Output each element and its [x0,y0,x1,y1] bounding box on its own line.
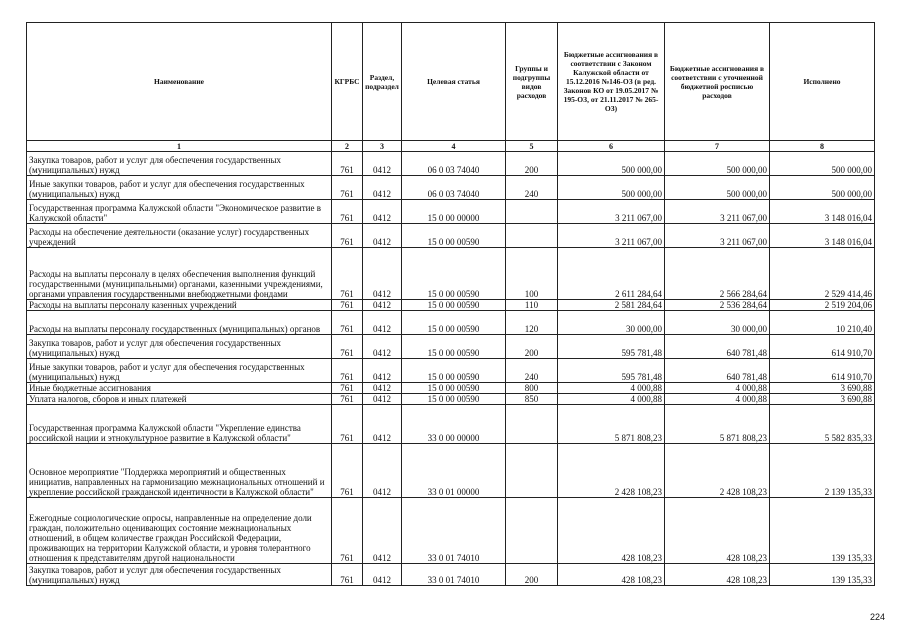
row-revised-allocation: 3 211 067,00 [665,224,770,248]
row-name: Ежегодные социологические опросы, направленные на определение доли граждан, положительно оценивающих состояние межнациональных отношений, в общем количестве граждан Российской Федерации, проживающих на территории Калужской области, и уровня толерантного отношения к представителям другой национальности [27,498,332,564]
row-section: 0412 [363,152,402,176]
row-law-allocation: 2 581 284,64 [558,300,665,311]
row-revised-allocation: 640 781,48 [665,335,770,359]
row-name: Закупка товаров, работ и услуг для обеспечения государственных (муниципальных) нужд [27,564,332,586]
row-group: 200 [506,335,558,359]
table-row [27,248,875,300]
header-target: Целевая статья [402,23,506,141]
row-executed: 3 690,88 [770,383,875,394]
row-revised-allocation: 30 000,00 [665,311,770,335]
row-target: 15 0 00 00590 [402,359,506,383]
row-section: 0412 [363,444,402,498]
row-law-allocation: 3 211 067,00 [558,224,665,248]
row-target: 33 0 01 74010 [402,498,506,564]
row-group: 200 [506,564,558,586]
row-kgrbs: 761 [332,498,363,564]
budget-table [26,22,875,586]
row-kgrbs: 761 [332,394,363,405]
row-revised-allocation: 2 536 284,64 [665,300,770,311]
row-revised-allocation: 428 108,23 [665,498,770,564]
row-name: Иные бюджетные ассигнования [27,383,332,394]
row-law-allocation: 595 781,48 [558,335,665,359]
row-executed: 500 000,00 [770,152,875,176]
row-executed: 3 690,88 [770,394,875,405]
row-law-allocation: 4 000,88 [558,383,665,394]
row-group: 240 [506,359,558,383]
row-revised-allocation: 4 000,88 [665,394,770,405]
row-name: Основное мероприятие "Поддержка мероприятий и общественных инициатив, направленных на гармонизацию межнациональных отношений и укрепление российской гражданской идентичности в Калужской области" [27,444,332,498]
row-law-allocation: 4 000,88 [558,394,665,405]
row-law-allocation: 500 000,00 [558,176,665,200]
row-section: 0412 [363,383,402,394]
table-row [27,176,875,200]
row-group: 110 [506,300,558,311]
row-executed: 139 135,33 [770,498,875,564]
row-revised-allocation: 640 781,48 [665,359,770,383]
header-section: Раздел, подраздел [363,23,402,141]
row-executed: 2 519 204,06 [770,300,875,311]
column-number: 5 [506,141,558,152]
row-revised-allocation: 5 871 808,23 [665,405,770,444]
row-name: Расходы на обеспечение деятельности (оказание услуг) государственных учреждений [27,224,332,248]
row-section: 0412 [363,405,402,444]
row-section: 0412 [363,200,402,224]
row-target: 15 0 00 00590 [402,300,506,311]
row-executed: 2 529 414,46 [770,248,875,300]
row-kgrbs: 761 [332,405,363,444]
row-section: 0412 [363,176,402,200]
row-law-allocation: 595 781,48 [558,359,665,383]
row-section: 0412 [363,359,402,383]
table-row [27,200,875,224]
row-executed: 3 148 016,04 [770,200,875,224]
row-target: 15 0 00 00590 [402,224,506,248]
row-name: Закупка товаров, работ и услуг для обеспечения государственных (муниципальных) нужд [27,152,332,176]
row-target: 15 0 00 00590 [402,335,506,359]
row-name: Расходы на выплаты персоналу казенных учреждений [27,300,332,311]
row-revised-allocation: 4 000,88 [665,383,770,394]
row-group [506,444,558,498]
column-number: 7 [665,141,770,152]
row-name: Расходы на выплаты персоналу в целях обеспечения выполнения функций государственными (муниципальными) органами, казенными учреждениями, органами управления государственными внебюджетными фондами [27,248,332,300]
row-group [506,498,558,564]
row-group [506,200,558,224]
row-target: 33 0 01 74010 [402,564,506,586]
row-revised-allocation: 500 000,00 [665,152,770,176]
row-group: 800 [506,383,558,394]
column-number: 3 [363,141,402,152]
row-revised-allocation: 500 000,00 [665,176,770,200]
row-name: Уплата налогов, сборов и иных платежей [27,394,332,405]
table-row [27,152,875,176]
row-kgrbs: 761 [332,335,363,359]
row-target: 15 0 00 00590 [402,248,506,300]
row-target: 15 0 00 00590 [402,394,506,405]
row-law-allocation: 2 428 108,23 [558,444,665,498]
row-target: 15 0 00 00590 [402,383,506,394]
header-kgrbs: КГРБС [332,23,363,141]
row-kgrbs: 761 [332,224,363,248]
header-law-allocations: Бюджетные ассигнования в соответствии с Законом Калужской области от 15.12.2016 №146-ОЗ (в ред. Законов КО от 19.05.2017 № 195-ОЗ, от 21.11.2017 № 265-ОЗ) [558,23,665,141]
row-section: 0412 [363,498,402,564]
row-kgrbs: 761 [332,359,363,383]
column-number: 8 [770,141,875,152]
row-name: Закупка товаров, работ и услуг для обеспечения государственных (муниципальных) нужд [27,335,332,359]
row-group [506,224,558,248]
row-target: 06 0 03 74040 [402,176,506,200]
table-row [27,394,875,405]
row-law-allocation: 428 108,23 [558,498,665,564]
row-law-allocation: 3 211 067,00 [558,200,665,224]
row-group: 200 [506,152,558,176]
row-kgrbs: 761 [332,176,363,200]
row-kgrbs: 761 [332,200,363,224]
row-name: Иные закупки товаров, работ и услуг для обеспечения государственных (муниципальных) нужд [27,359,332,383]
table-row [27,335,875,359]
row-section: 0412 [363,224,402,248]
row-law-allocation: 500 000,00 [558,152,665,176]
column-number: 6 [558,141,665,152]
table-row [27,300,875,311]
row-group: 240 [506,176,558,200]
row-name: Государственная программа Калужской области "Укрепление единства российской нации и этнокультурное развитие в Калужской области" [27,405,332,444]
row-law-allocation: 428 108,23 [558,564,665,586]
row-target: 33 0 01 00000 [402,444,506,498]
row-revised-allocation: 2 428 108,23 [665,444,770,498]
row-revised-allocation: 428 108,23 [665,564,770,586]
header-revised-allocations: Бюджетные ассигнования в соответствии с уточненной бюджетной росписью расходов [665,23,770,141]
table-row [27,564,875,586]
row-target: 15 0 00 00000 [402,200,506,224]
table-row [27,405,875,444]
column-number: 4 [402,141,506,152]
row-executed: 614 910,70 [770,359,875,383]
row-name: Расходы на выплаты персоналу государственных (муниципальных) органов [27,311,332,335]
row-executed: 500 000,00 [770,176,875,200]
table-row [27,383,875,394]
row-kgrbs: 761 [332,383,363,394]
row-name: Иные закупки товаров, работ и услуг для обеспечения государственных (муниципальных) нужд [27,176,332,200]
row-section: 0412 [363,394,402,405]
row-target: 15 0 00 00590 [402,311,506,335]
row-executed: 5 582 835,33 [770,405,875,444]
row-section: 0412 [363,300,402,311]
row-section: 0412 [363,335,402,359]
row-section: 0412 [363,248,402,300]
row-executed: 614 910,70 [770,335,875,359]
row-section: 0412 [363,311,402,335]
row-kgrbs: 761 [332,152,363,176]
row-name: Государственная программа Калужской области "Экономическое развитие в Калужской области" [27,200,332,224]
row-law-allocation: 30 000,00 [558,311,665,335]
column-number: 2 [332,141,363,152]
row-revised-allocation: 2 566 284,64 [665,248,770,300]
row-group: 100 [506,248,558,300]
row-executed: 139 135,33 [770,564,875,586]
table-row [27,311,875,335]
table-row [27,498,875,564]
row-section: 0412 [363,564,402,586]
row-executed: 10 210,40 [770,311,875,335]
row-group [506,405,558,444]
row-executed: 3 148 016,04 [770,224,875,248]
table-row [27,224,875,248]
row-target: 06 0 03 74040 [402,152,506,176]
row-law-allocation: 2 611 284,64 [558,248,665,300]
table-row [27,444,875,498]
header-groups: Группы и подгруппы видов расходов [506,23,558,141]
table-row [27,359,875,383]
row-kgrbs: 761 [332,444,363,498]
row-group: 850 [506,394,558,405]
row-kgrbs: 761 [332,311,363,335]
row-group: 120 [506,311,558,335]
header-name: Наименование [27,23,332,141]
row-target: 33 0 00 00000 [402,405,506,444]
page-number: 224 [869,612,885,622]
row-kgrbs: 761 [332,248,363,300]
row-kgrbs: 761 [332,564,363,586]
row-executed: 2 139 135,33 [770,444,875,498]
column-number: 1 [27,141,332,152]
row-kgrbs: 761 [332,300,363,311]
row-law-allocation: 5 871 808,23 [558,405,665,444]
row-revised-allocation: 3 211 067,00 [665,200,770,224]
header-executed: Исполнено [770,23,875,141]
